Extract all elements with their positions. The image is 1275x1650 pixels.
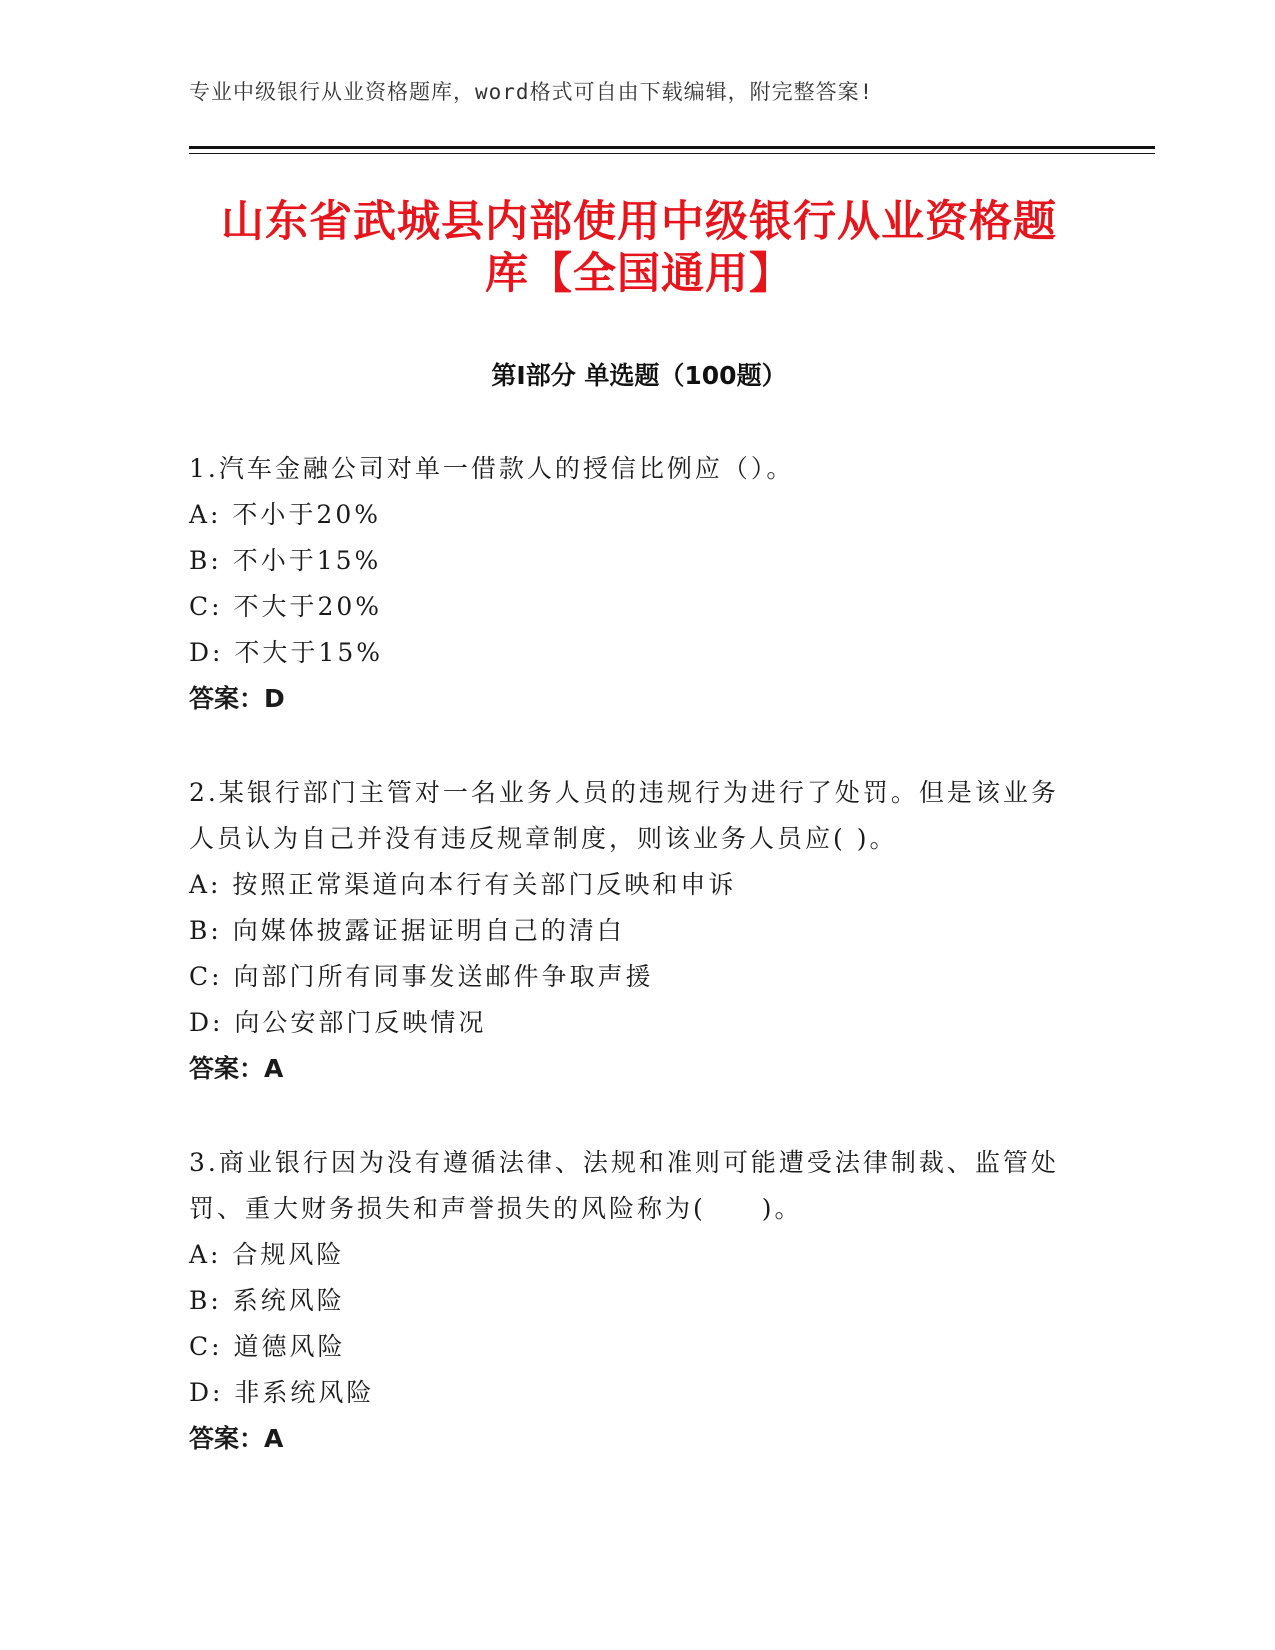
option-a: A: 合规风险 xyxy=(189,1240,345,1269)
answer: 答案：D xyxy=(189,684,285,713)
question-text: 1.汽车金融公司对单一借款人的授信比例应（）。 xyxy=(189,454,795,483)
option-c: C: 向部门所有同事发送邮件争取声援 xyxy=(189,962,654,991)
option-b: B: 系统风险 xyxy=(189,1286,345,1315)
section-title: 第Ⅰ部分 单选题（100题） xyxy=(491,361,787,390)
option-b: B: 向媒体披露证据证明自己的清白 xyxy=(189,916,625,945)
option-c: C: 道德风险 xyxy=(189,1332,346,1361)
option-d: D: 不大于15% xyxy=(189,638,383,667)
option-d: D: 向公安部门反映情况 xyxy=(189,1008,487,1037)
header-note: 专业中级银行从业资格题库，word格式可自由下载编辑，附完整答案! xyxy=(189,80,874,104)
document-title-line2: 库【全国通用】 xyxy=(485,249,793,299)
answer: 答案：A xyxy=(189,1424,284,1453)
option-a: A: 按照正常渠道向本行有关部门反映和申诉 xyxy=(189,870,737,899)
question-text: 2.某银行部门主管对一名业务人员的违规行为进行了处罚。但是该业务人员认为自己并没有违反规章制度，则该业务人员应( )。 xyxy=(189,778,1059,853)
document-title-line1: 山东省武城县内部使用中级银行从业资格题 xyxy=(221,197,1057,247)
option-d: D: 非系统风险 xyxy=(189,1378,375,1407)
question-2 xyxy=(189,770,1069,1092)
question-1 xyxy=(189,446,1069,722)
question-3 xyxy=(189,1140,1069,1462)
answer: 答案：A xyxy=(189,1054,284,1083)
header-rule-thin xyxy=(189,153,1155,154)
option-b: B: 不小于15% xyxy=(189,546,382,575)
question-text: 3.商业银行因为没有遵循法律、法规和准则可能遭受法律制裁、监管处罚、重大财务损失和声誉损失的风险称为( )。 xyxy=(189,1148,1059,1223)
question-list xyxy=(189,446,1069,1510)
header-rule-thick xyxy=(189,146,1155,149)
option-c: C: 不大于20% xyxy=(189,592,383,621)
option-a: A: 不小于20% xyxy=(189,500,381,529)
document-title xyxy=(189,196,1089,300)
